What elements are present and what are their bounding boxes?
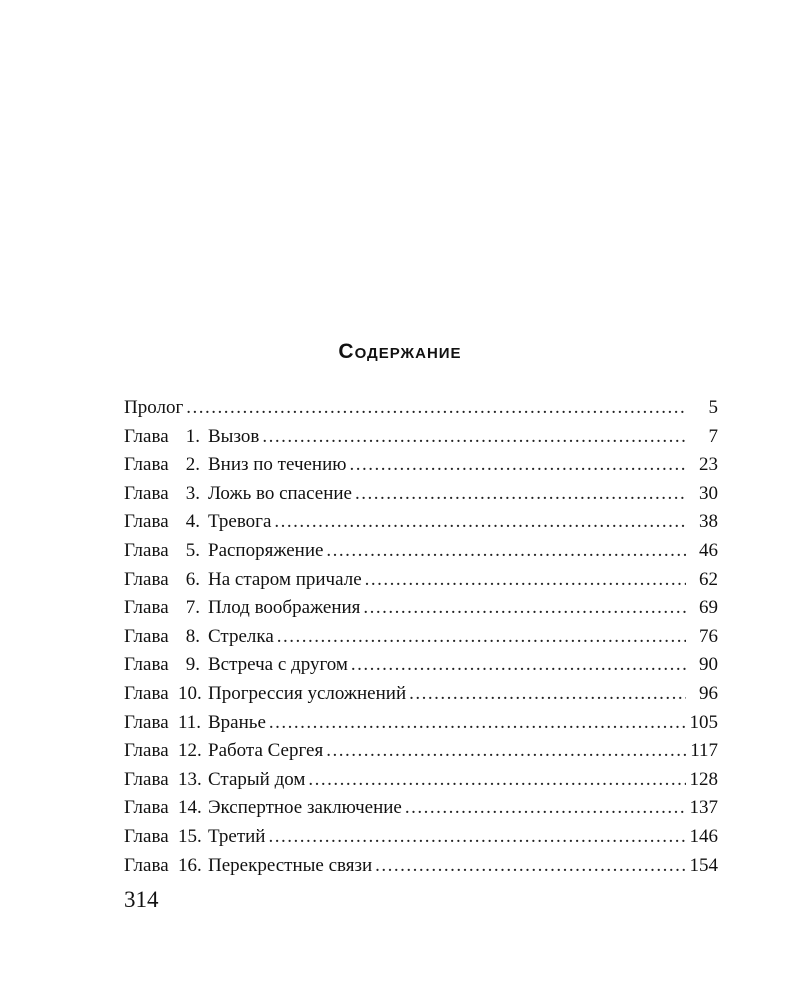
dot-leader [346,454,686,476]
chapter-title: Перекрестные связи [208,854,373,876]
dot-leader [265,826,686,848]
chapter-title: Ложь во спасение [208,482,352,504]
chapter-page: 46 [699,539,718,561]
page-number: 314 [124,887,159,912]
dot-leader [183,397,686,419]
dot-leader [323,540,686,562]
toc-entry-chapter [124,511,718,540]
chapter-number: 6. [185,568,200,590]
chapter-word: Глава [124,740,169,762]
chapter-title: Вранье [208,711,266,733]
chapter-title: Работа Сергея [208,740,324,762]
toc-entry-chapter [124,654,718,683]
chapter-word: Глава [124,654,169,676]
chapter-title: Стрелка [208,625,274,647]
dot-leader [372,855,686,877]
dot-leader [266,712,686,734]
chapter-label [124,483,204,505]
chapter-label [124,454,204,476]
chapter-title: Прогрессия усложнений [208,682,407,704]
chapter-page: 105 [689,711,718,733]
toc-entry-page: 5 [708,397,718,418]
chapter-label [124,740,204,762]
chapter-word: Глава [124,511,169,533]
chapter-number: 8. [185,625,200,647]
toc-entry-chapter [124,797,718,826]
chapter-page: 128 [689,768,718,790]
dot-leader [360,597,686,619]
toc-entry-chapter [124,569,718,598]
chapter-number: 1. [185,425,200,447]
chapter-page: 69 [699,597,718,619]
chapter-word: Глава [124,568,169,590]
toc-entry-chapter [124,540,718,569]
chapter-title: Распоряжение [208,539,324,561]
toc-entry-label: Пролог [124,397,184,418]
chapter-word: Глава [124,597,169,619]
chapter-label [124,626,204,648]
dot-leader [274,626,686,648]
dot-leader [348,654,686,676]
chapter-label [124,826,204,848]
chapter-label [124,797,204,819]
chapter-word: Глава [124,682,169,704]
dot-leader [305,769,686,791]
dot-leader [259,426,686,448]
chapter-number: 15. [178,825,202,847]
chapter-number: 13. [178,768,202,790]
chapter-page: 62 [699,568,718,590]
dot-leader [362,569,686,591]
chapter-label [124,569,204,591]
chapter-label [124,654,204,676]
toc-entry-chapter [124,426,718,455]
toc-entry-chapter [124,454,718,483]
chapter-page: 30 [699,482,718,504]
chapter-word: Глава [124,825,169,847]
chapter-word: Глава [124,711,169,733]
chapter-label [124,769,204,791]
toc-entry-chapter [124,683,718,712]
chapter-label [124,426,204,448]
chapter-page: 96 [699,682,718,704]
toc-entry-chapter [124,626,718,655]
chapter-number: 9. [185,654,200,676]
chapter-title: Тревога [208,511,272,533]
chapter-page: 154 [689,854,718,876]
chapter-word: Глава [124,797,169,819]
chapter-number: 11. [178,711,202,733]
toc-entry-chapter [124,740,718,769]
chapter-number: 5. [185,539,200,561]
dot-leader [406,683,686,705]
toc-entry-chapter [124,826,718,855]
chapter-label [124,712,204,734]
chapter-label [124,540,204,562]
chapter-label [124,511,204,533]
toc-entry-chapter [124,597,718,626]
chapter-title: Плод воображения [208,597,361,619]
chapter-number: 16. [178,854,202,876]
dot-leader [402,797,686,819]
chapter-number: 14. [178,797,202,819]
chapter-label [124,683,204,705]
dot-leader [352,483,686,505]
toc-entry-prologue [124,397,718,426]
chapter-title: Третий [208,825,266,847]
toc-entry-chapter [124,712,718,741]
chapter-title: Экспертное заключение [208,797,402,819]
toc-entry-chapter [124,483,718,512]
chapter-number: 7. [185,597,200,619]
chapter-label [124,597,204,619]
chapter-number: 3. [185,482,200,504]
chapter-page: 90 [699,654,718,676]
chapter-title: Встреча с другом [208,654,348,676]
chapter-word: Глава [124,768,169,790]
chapter-word: Глава [124,539,169,561]
toc-entry-chapter [124,769,718,798]
chapter-title: Вызов [208,425,260,447]
chapter-number: 2. [185,454,200,476]
chapter-word: Глава [124,454,169,476]
chapter-page: 137 [689,797,718,819]
dot-leader [271,511,686,533]
chapter-title: На старом причале [208,568,362,590]
chapter-page: 7 [708,425,718,447]
chapter-title: Вниз по течению [208,454,347,476]
dot-leader [323,740,686,762]
chapter-page: 76 [699,625,718,647]
chapter-word: Глава [124,425,169,447]
chapter-number: 4. [185,511,200,533]
chapter-page: 146 [689,825,718,847]
toc-entry-chapter [124,855,718,884]
table-of-contents [124,397,718,883]
chapter-label [124,855,204,877]
chapter-title: Старый дом [208,768,306,790]
chapter-page: 117 [690,740,718,762]
chapter-number: 10. [178,682,202,704]
chapter-page: 38 [699,511,718,533]
chapter-word: Глава [124,625,169,647]
chapter-number: 12. [178,740,202,762]
chapter-page: 23 [699,454,718,476]
chapter-word: Глава [124,854,169,876]
chapter-word: Глава [124,482,169,504]
page-title: Содержание [338,340,462,363]
